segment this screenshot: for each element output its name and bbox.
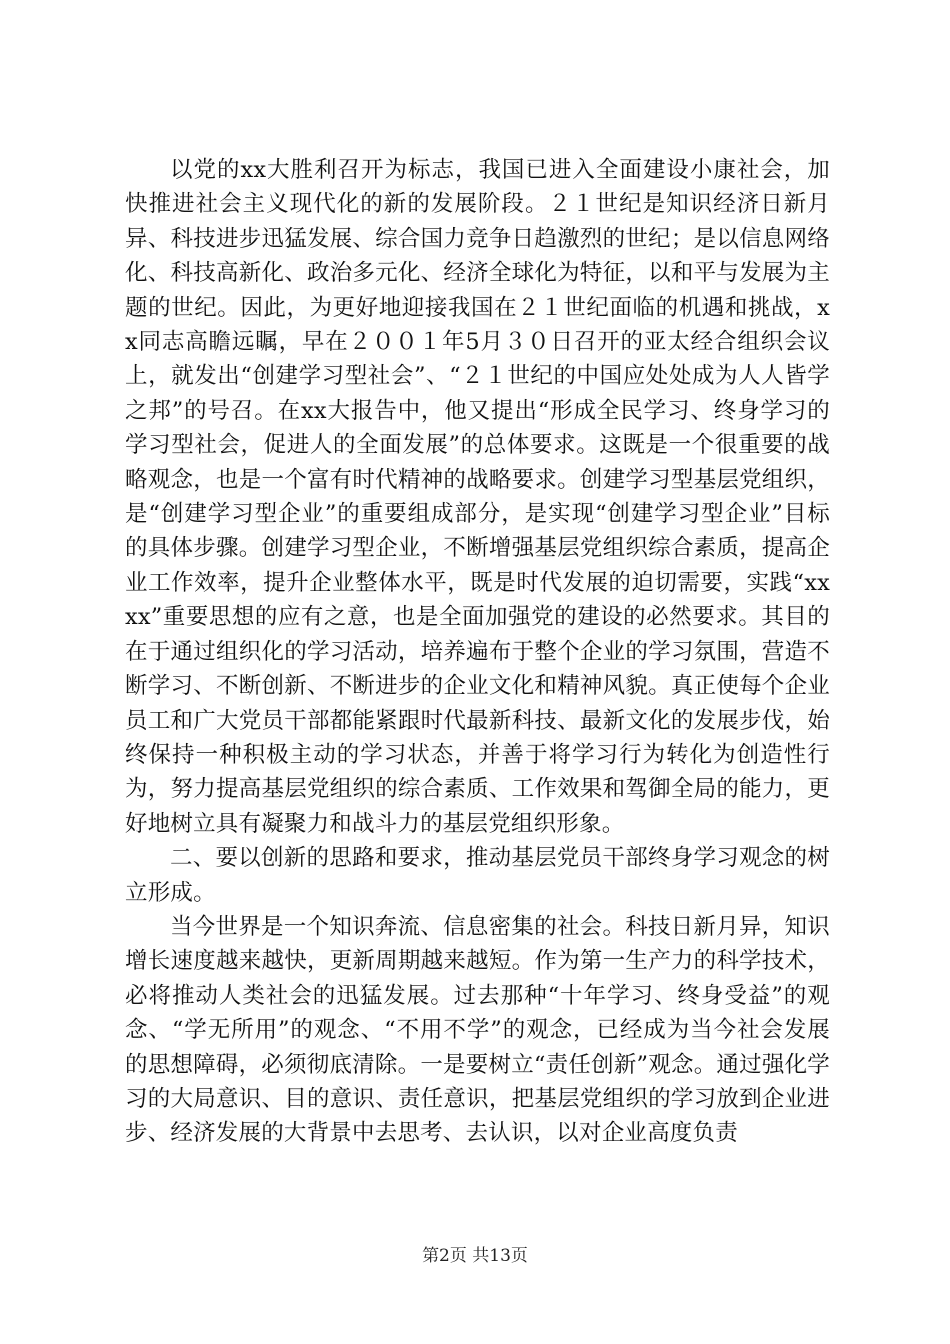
page-footer: [0, 1244, 950, 1268]
paragraph-intro: 以党的xx大胜利召开为标志，我国已进入全面建设小康社会，加快推进社会主义现代化的新的发展阶段。２１世纪是知识经济日新月异、科技进步迅猛发展、综合国力竞争日趋激烈的世纪；是以信息网络化、科技高新化、政治多元化、经济全球化为特征，以和平与发展为主题的世纪。因此，为更好地迎接我国在２１世纪面临的机遇和挑战，xx同志高瞻远瞩，早在２００１年5月３０日召开的亚太经合组织会议上，就发出“创建学习型社会”、“２１世纪的中国应处处成为人人皆学之邦”的号召。在xx大报告中，他又提出“形成全民学习、终身学习的学习型社会，促进人的全面发展”的总体要求。这既是一个很重要的战略观念，也是一个富有时代精神的战略要求。创建学习型基层党组织，是“创建学习型企业”的重要组成部分，是实现“创建学习型企业”目标的具体步骤。创建学习型企业，不断增强基层党组织综合素质，提高企业工作效率，提升企业整体水平，既是时代发展的迫切需要，实践“xxxx”重要思想的应有之意，也是全面加强党的建设的必然要求。其目的在于通过组织化的学习活动，培养遍布于整个企业的学习氛围，营造不断学习、不断创新、不断进步的企业文化和精神风貌。真正使每个企业员工和广大党员干部都能紧跟时代最新科技、最新文化的发展步伐，始终保持一种积极主动的学习状态，并善于将学习行为转化为创造性行为，努力提高基层党组织的综合素质、工作效果和驾御全局的能力，更好地树立具有凝聚力和战斗力的基层党组织形象。: [125, 157, 830, 837]
paragraph-section-two: 当今世界是一个知识奔流、信息密集的社会。科技日新月异，知识增长速度越来越快，更新周期越来越短。作为第一生产力的科学技术，必将推动人类社会的迅猛发展。过去那种“十年学习、终身受益”的观念、“学无所用”的观念、“不用不学”的观念，已经成为当今社会发展的思想障碍，必须彻底清除。一是要树立“责任创新”观念。通过强化学习的大局意识、目的意识、责任意识，把基层党组织的学习放到企业进步、经济发展的大背景中去思考、去认识，以对企业高度负责: [125, 913, 830, 1147]
document-body: [125, 153, 830, 1151]
section-heading-two: 二、要以创新的思路和要求，推动基层党员干部终身学习观念的树立形成。: [125, 845, 830, 906]
page-number-indicator: 第2页 共13页: [422, 1246, 528, 1266]
